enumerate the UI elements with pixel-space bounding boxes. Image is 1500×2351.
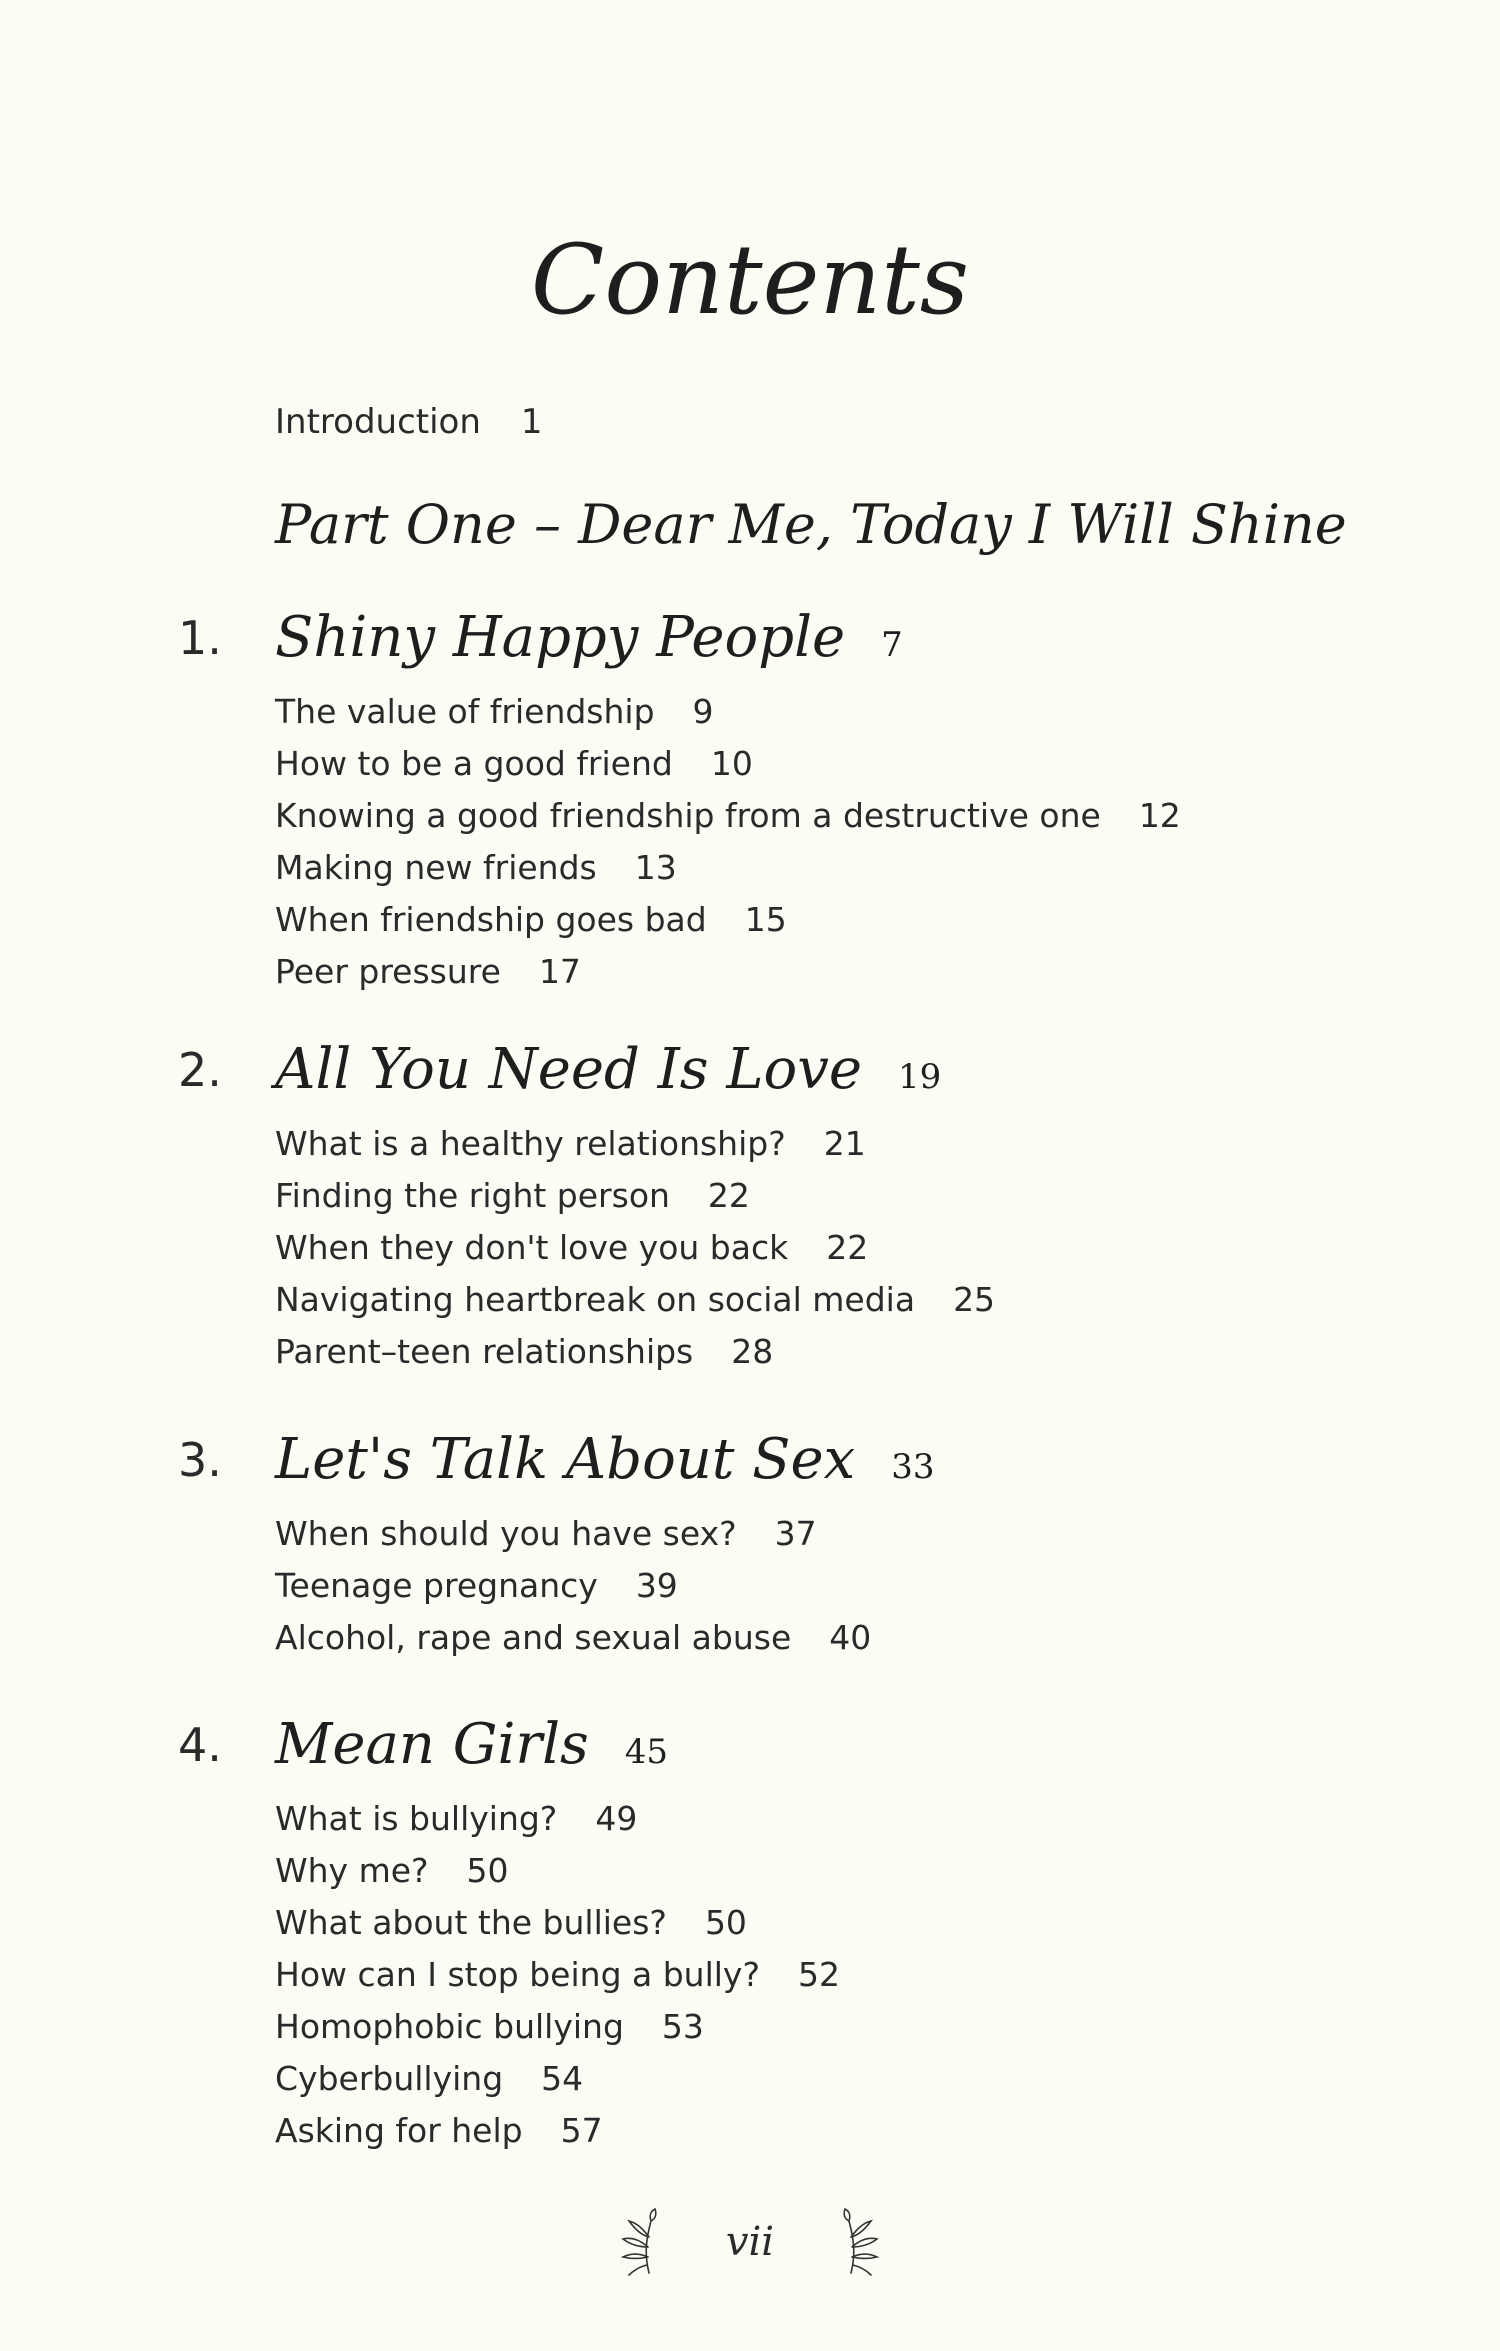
chapter-title xyxy=(275,1420,935,1507)
entry-label: Parent–teen relationships xyxy=(275,1332,694,1371)
list-item xyxy=(275,894,1181,946)
list-item xyxy=(275,1949,840,2001)
entry-page: 15 xyxy=(744,900,787,939)
contents-title: Contents xyxy=(530,224,970,336)
list-item xyxy=(275,1612,871,1664)
list-item xyxy=(275,1897,840,1949)
chapter-page: 7 xyxy=(881,625,903,665)
chapter-number: 3. xyxy=(178,1433,222,1487)
entry-label: How can I stop being a bully? xyxy=(275,1955,760,1994)
part-title: Part One – Dear Me, Today I Will Shine xyxy=(275,493,1347,556)
list-item xyxy=(275,2105,840,2157)
entry-label: When friendship goes bad xyxy=(275,900,707,939)
chapter-title xyxy=(275,598,903,685)
list-item xyxy=(275,1170,995,1222)
entry-label: What is a healthy relationship? xyxy=(275,1124,786,1163)
entry-page: 54 xyxy=(541,2059,584,2098)
chapter-page: 19 xyxy=(898,1057,942,1097)
floral-sprig-icon xyxy=(835,2207,885,2277)
introduction-entry xyxy=(275,398,543,446)
entry-page: 25 xyxy=(953,1280,996,1319)
entry-label: Finding the right person xyxy=(275,1176,670,1215)
entry-page: 52 xyxy=(797,1955,840,1994)
entry-label: The value of friendship xyxy=(275,692,655,731)
entry-label: Cyberbullying xyxy=(275,2059,504,2098)
entry-label: What is bullying? xyxy=(275,1799,558,1838)
entry-label: Navigating heartbreak on social media xyxy=(275,1280,916,1319)
entry-page: 22 xyxy=(707,1176,750,1215)
chapter-title xyxy=(275,1705,668,1792)
entry-label: Homophobic bullying xyxy=(275,2007,624,2046)
chapter-title-text: All You Need Is Love xyxy=(275,1037,863,1102)
entry-page: 17 xyxy=(538,952,581,991)
list-item xyxy=(275,842,1181,894)
entry-page: 57 xyxy=(560,2111,603,2150)
introduction-label: Introduction xyxy=(275,402,481,442)
chapter-entries xyxy=(275,1118,995,1378)
entry-page: 22 xyxy=(826,1228,869,1267)
list-item xyxy=(275,946,1181,998)
list-item xyxy=(275,686,1181,738)
list-item xyxy=(275,2001,840,2053)
entry-page: 49 xyxy=(595,1799,638,1838)
list-item xyxy=(275,1560,871,1612)
chapter-number: 1. xyxy=(178,611,222,665)
entry-label: Peer pressure xyxy=(275,952,501,991)
list-item xyxy=(275,1845,840,1897)
entry-page: 10 xyxy=(710,744,753,783)
list-item xyxy=(275,790,1181,842)
chapter-title xyxy=(275,1030,941,1117)
entry-label: Asking for help xyxy=(275,2111,523,2150)
entry-page: 13 xyxy=(634,848,677,887)
list-item xyxy=(275,1118,995,1170)
page-folio xyxy=(0,2200,1500,2280)
chapter-title-text: Shiny Happy People xyxy=(275,605,846,670)
entry-page: 50 xyxy=(466,1851,509,1890)
entry-label: How to be a good friend xyxy=(275,744,673,783)
entry-page: 50 xyxy=(704,1903,747,1942)
chapter-number: 4. xyxy=(178,1718,222,1772)
entry-label: Teenage pregnancy xyxy=(275,1566,598,1605)
entry-page: 12 xyxy=(1138,796,1181,835)
entry-label: When should you have sex? xyxy=(275,1514,737,1553)
entry-page: 28 xyxy=(731,1332,774,1371)
chapter-number: 2. xyxy=(178,1043,222,1097)
page-number: vii xyxy=(725,2219,775,2265)
chapter-entries xyxy=(275,686,1181,998)
introduction-page: 1 xyxy=(520,402,543,442)
list-item xyxy=(275,1222,995,1274)
entry-label: Making new friends xyxy=(275,848,597,887)
entry-label: Knowing a good friendship from a destructive one xyxy=(275,796,1101,835)
entry-page: 9 xyxy=(692,692,714,731)
list-item xyxy=(275,1793,840,1845)
entry-label: Why me? xyxy=(275,1851,429,1890)
chapter-title-text: Let's Talk About Sex xyxy=(275,1427,856,1492)
entry-label: Alcohol, rape and sexual abuse xyxy=(275,1618,792,1657)
entry-label: What about the bullies? xyxy=(275,1903,667,1942)
entry-page: 37 xyxy=(774,1514,817,1553)
entry-page: 39 xyxy=(635,1566,678,1605)
list-item xyxy=(275,1508,871,1560)
chapter-page: 45 xyxy=(624,1732,669,1772)
entry-page: 21 xyxy=(823,1124,866,1163)
chapter-entries xyxy=(275,1793,840,2157)
list-item xyxy=(275,1326,995,1378)
list-item xyxy=(275,2053,840,2105)
floral-sprig-icon xyxy=(615,2207,665,2277)
chapter-title-text: Mean Girls xyxy=(275,1712,589,1777)
list-item xyxy=(275,738,1181,790)
entry-page: 53 xyxy=(661,2007,704,2046)
chapter-page: 33 xyxy=(891,1447,935,1487)
entry-page: 40 xyxy=(829,1618,872,1657)
list-item xyxy=(275,1274,995,1326)
chapter-entries xyxy=(275,1508,871,1664)
entry-label: When they don't love you back xyxy=(275,1228,789,1267)
